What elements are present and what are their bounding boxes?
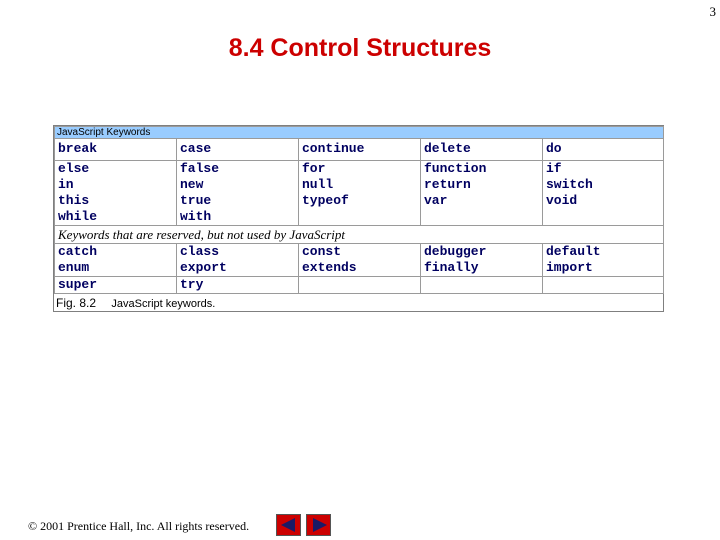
- keyword-cell: debugger finally: [421, 244, 543, 277]
- table-row: [55, 139, 664, 161]
- reserved-header: Keywords that are reserved, but not used by JavaScript: [55, 226, 664, 244]
- figure-caption-text: JavaScript keywords.: [111, 298, 216, 310]
- keyword-cell: class export: [177, 244, 299, 277]
- previous-slide-button[interactable]: [276, 514, 301, 536]
- slide-title: 8.4 Control Structures: [228, 34, 492, 62]
- keyword-cell: [543, 277, 664, 294]
- keyword-cell: if switch void: [543, 161, 664, 226]
- keyword-cell: super: [55, 277, 177, 294]
- table-row: [55, 277, 664, 294]
- keyword-cell: [299, 277, 421, 294]
- table-row: [55, 244, 664, 277]
- keyword-cell: else in this while: [55, 161, 177, 226]
- keyword-cell: break: [55, 139, 177, 161]
- reserved-header-row: [55, 226, 664, 244]
- keyword-cell: do: [543, 139, 664, 161]
- table-row: [55, 161, 664, 226]
- figure-frame: [53, 125, 664, 312]
- keyword-cell: delete: [421, 139, 543, 161]
- keyword-cell: try: [177, 277, 299, 294]
- keyword-cell: function return var: [421, 161, 543, 226]
- keyword-cell: [421, 277, 543, 294]
- arrow-right-icon: [313, 518, 327, 532]
- page-number: 3: [709, 4, 716, 19]
- keyword-cell: catch enum: [55, 244, 177, 277]
- figure-caption: [54, 296, 215, 310]
- keyword-cell: default import: [543, 244, 664, 277]
- keyword-cell: continue: [299, 139, 421, 161]
- table-header: JavaScript Keywords: [55, 127, 664, 139]
- keyword-cell: case: [177, 139, 299, 161]
- arrow-left-icon: [281, 518, 295, 532]
- keywords-table: [54, 126, 664, 294]
- copyright-notice: © 2001 Prentice Hall, Inc. All rights reserved.: [28, 519, 250, 533]
- figure-label: Fig. 8.2: [56, 296, 97, 310]
- next-slide-button[interactable]: [306, 514, 331, 536]
- keyword-cell: false new true with: [177, 161, 299, 226]
- keyword-cell: for null typeof: [299, 161, 421, 226]
- table-header-row: [55, 127, 664, 139]
- keyword-cell: const extends: [299, 244, 421, 277]
